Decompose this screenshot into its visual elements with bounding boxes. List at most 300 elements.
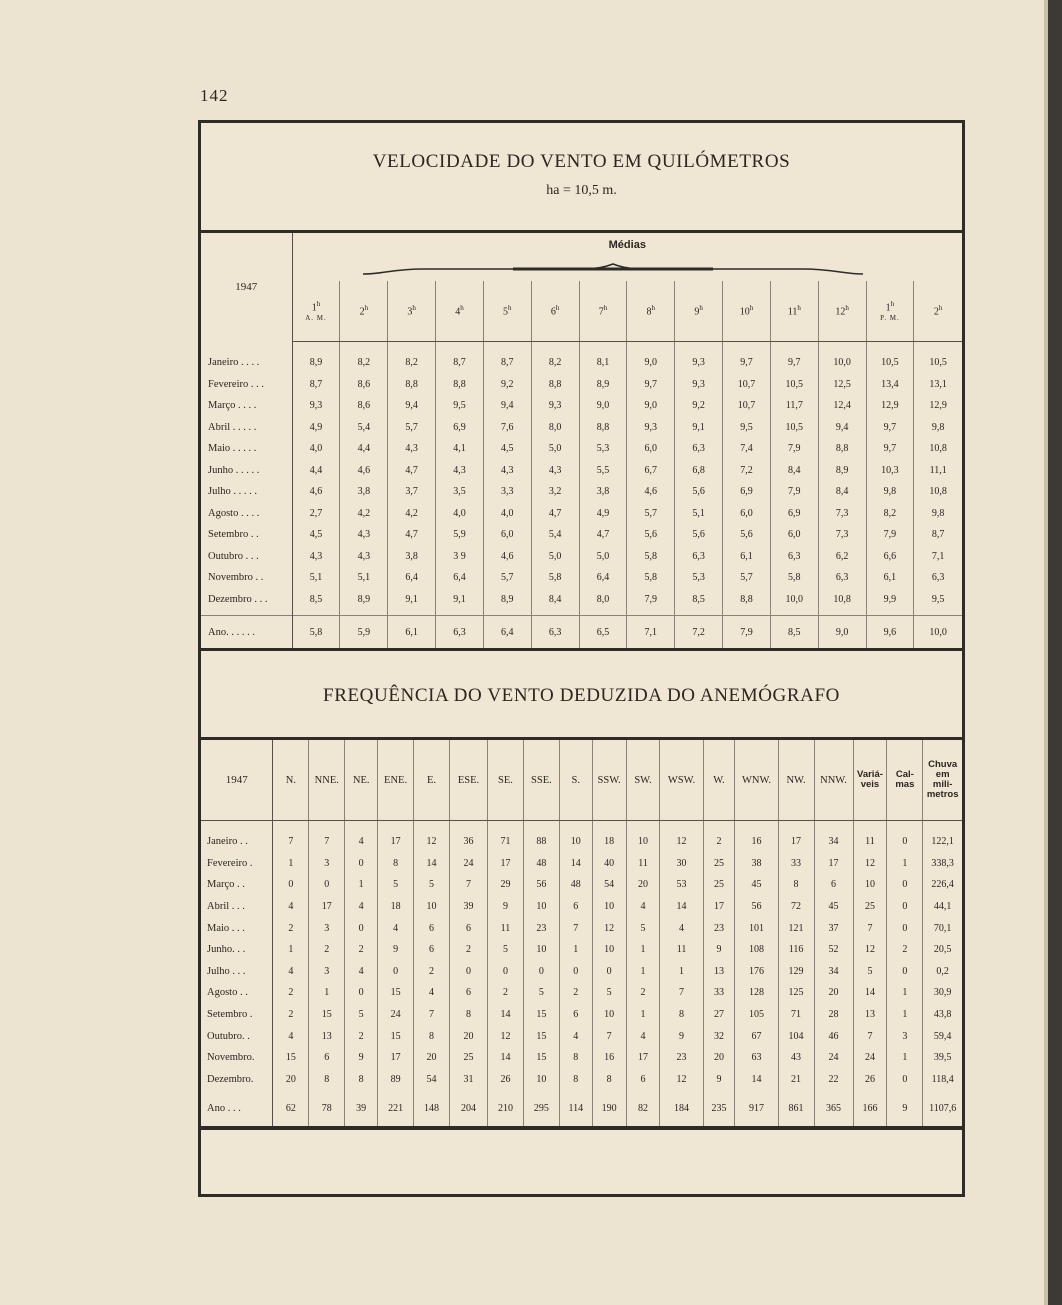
- speed-cell: 3,3: [483, 481, 531, 503]
- frequency-cell: 338,3: [931, 857, 954, 869]
- frequency-cell: 44,1: [933, 901, 952, 913]
- speed-cell: 8,7: [292, 374, 340, 396]
- table-row: [201, 374, 962, 396]
- speed-cell: 8,9: [340, 589, 388, 611]
- frequency-cell: 6: [559, 896, 592, 918]
- frequency-cell: 108: [735, 939, 778, 961]
- speed-cell: 8,4: [770, 460, 818, 482]
- frequency-cell: 15: [378, 1025, 414, 1047]
- table2-title: FREQUÊNCIA DO VENTO DEDUZIDA DO ANEMÓGRAFO: [323, 685, 840, 706]
- frequency-cell: 4: [345, 896, 378, 918]
- frequency-cell: 2: [887, 939, 923, 961]
- speed-cell: 9,7: [866, 417, 914, 439]
- table-row: [201, 481, 962, 503]
- frequency-cell: 0: [345, 917, 378, 939]
- frequency-cell: 226,4: [931, 879, 954, 891]
- speed-cell: 8,8: [388, 374, 436, 396]
- frequency-cell: 7: [309, 821, 345, 853]
- frequency-cell: 4: [273, 896, 309, 918]
- hour-header: [436, 281, 484, 342]
- speed-cell: 13,1: [929, 378, 947, 390]
- frequency-cell: 14: [487, 1047, 523, 1069]
- speed-cell: 6,1: [723, 546, 771, 568]
- speed-cell: 10,3: [866, 460, 914, 482]
- annual-cell: 148: [414, 1090, 450, 1128]
- speed-cell: 8,4: [531, 589, 579, 611]
- frequency-cell: 71: [487, 821, 523, 853]
- annual-cell: 210: [487, 1090, 523, 1128]
- direction-header: SE.: [487, 739, 523, 821]
- speed-cell: 8,7: [931, 529, 945, 541]
- speed-cell: 8,7: [483, 342, 531, 374]
- annual-row: [201, 1090, 962, 1128]
- frequency-cell: 25: [853, 896, 887, 918]
- frequency-cell: 4: [626, 1025, 660, 1047]
- frequency-cell: 0: [378, 961, 414, 983]
- direction-header: [887, 739, 923, 821]
- frequency-cell: 17: [778, 821, 814, 853]
- hour-header: [388, 281, 436, 342]
- frequency-cell: 10: [523, 896, 559, 918]
- speed-cell: 6,4: [436, 567, 484, 589]
- speed-cell: 6,8: [675, 460, 723, 482]
- speed-cell: 8,2: [340, 342, 388, 374]
- annual-cell: 9,0: [818, 616, 866, 650]
- frequency-cell: 7: [853, 917, 887, 939]
- speed-cell: 4,3: [292, 546, 340, 568]
- frequency-cell: 16: [735, 821, 778, 853]
- month-label: Março . . . .: [201, 395, 292, 417]
- frequency-cell: 29: [487, 874, 523, 896]
- speed-cell: 7,2: [723, 460, 771, 482]
- frequency-cell: 3: [309, 917, 345, 939]
- frequency-cell: 20: [814, 982, 853, 1004]
- direction-header: NNW.: [814, 739, 853, 821]
- speed-cell: 5,8: [627, 546, 675, 568]
- annual-cell: 82: [626, 1090, 660, 1128]
- annual-cell: 295: [523, 1090, 559, 1128]
- month-label: Agosto . . . .: [201, 503, 292, 525]
- speed-cell: 6,3: [770, 546, 818, 568]
- month-label: Outubro . . .: [201, 546, 292, 568]
- frequency-cell: 116: [778, 939, 814, 961]
- speed-cell: 6,9: [770, 503, 818, 525]
- direction-header: WNW.: [735, 739, 778, 821]
- frequency-cell: 10: [853, 874, 887, 896]
- speed-cell: 4,4: [340, 438, 388, 460]
- month-label: Setembro . .: [201, 524, 292, 546]
- speed-cell: 10,8: [929, 443, 947, 455]
- hour-superscript: h: [555, 304, 560, 313]
- frequency-cell: 54: [414, 1069, 450, 1091]
- speed-cell: 7,4: [723, 438, 771, 460]
- speed-cell: 5,6: [723, 524, 771, 546]
- table-row: [201, 342, 962, 374]
- direction-header: S.: [559, 739, 592, 821]
- frequency-cell: 20: [273, 1069, 309, 1091]
- speed-cell: 8,6: [340, 395, 388, 417]
- frequency-cell: 118,4: [931, 1073, 954, 1085]
- speed-cell: 4,3: [483, 460, 531, 482]
- speed-cell: 4,3: [340, 524, 388, 546]
- frequency-cell: 10: [626, 821, 660, 853]
- frequency-cell: 31: [449, 1069, 487, 1091]
- frequency-cell: 2: [273, 982, 309, 1004]
- frequency-cell: 43: [778, 1047, 814, 1069]
- frequency-cell: 105: [735, 1004, 778, 1026]
- speed-cell: 5,9: [436, 524, 484, 546]
- header-line: veis: [860, 779, 880, 790]
- hour-number: 12: [835, 306, 846, 318]
- frequency-cell: 23: [523, 917, 559, 939]
- frequency-cell: 2: [626, 982, 660, 1004]
- speed-cell: 5,1: [340, 567, 388, 589]
- speed-cell: 9,7: [723, 342, 771, 374]
- frequency-cell: 2: [487, 982, 523, 1004]
- direction-header: [853, 739, 887, 821]
- book-spine-edge: [1048, 0, 1062, 1305]
- speed-cell: 9,3: [292, 395, 340, 417]
- frequency-cell: 10: [592, 939, 626, 961]
- speed-cell: 6,0: [770, 524, 818, 546]
- annual-cell: 917: [735, 1090, 778, 1128]
- speed-cell: 5,3: [579, 438, 627, 460]
- table-row: [201, 395, 962, 417]
- annual-cell: 8,5: [770, 616, 818, 650]
- frequency-cell: 18: [592, 821, 626, 853]
- month-label: Junho . . . . .: [201, 460, 292, 482]
- speed-cell: 4,2: [340, 503, 388, 525]
- frequency-cell: 13: [309, 1025, 345, 1047]
- annual-cell: 184: [660, 1090, 703, 1128]
- speed-cell: 9,8: [931, 507, 945, 519]
- wind-frequency-table: [201, 737, 962, 1129]
- speed-cell: 9,3: [675, 374, 723, 396]
- speed-cell: 9,1: [388, 589, 436, 611]
- month-label: Janeiro . . . .: [201, 342, 292, 374]
- annual-cell: 6,5: [579, 616, 627, 650]
- speed-cell: 6,3: [818, 567, 866, 589]
- frequency-cell: 12: [487, 1025, 523, 1047]
- frequency-cell: 10: [559, 821, 592, 853]
- frequency-cell: 7: [273, 821, 309, 853]
- hour-number: 10: [739, 306, 750, 318]
- speed-cell: 10,0: [818, 342, 866, 374]
- frequency-cell: 6: [414, 917, 450, 939]
- frequency-cell: 2: [345, 1025, 378, 1047]
- frequency-cell: 3: [309, 961, 345, 983]
- frequency-cell: 14: [414, 853, 450, 875]
- speed-cell: 4,5: [483, 438, 531, 460]
- frequency-cell: 0: [449, 961, 487, 983]
- frequency-cell: 43,8: [933, 1009, 952, 1021]
- frequency-cell: 0: [559, 961, 592, 983]
- frequency-cell: 4: [345, 821, 378, 853]
- frequency-cell: 125: [778, 982, 814, 1004]
- speed-cell: 8,8: [579, 417, 627, 439]
- frequency-cell: 14: [660, 896, 703, 918]
- frequency-cell: 101: [735, 917, 778, 939]
- hour-period: A. M.: [305, 314, 327, 323]
- hour-number: 11: [787, 306, 798, 318]
- header-line: em: [935, 769, 950, 780]
- speed-cell: 8,9: [483, 589, 531, 611]
- month-label: Janeiro . .: [201, 821, 273, 853]
- frequency-cell: 8: [449, 1004, 487, 1026]
- frequency-cell: 12: [660, 821, 703, 853]
- frequency-cell: 0: [887, 1069, 923, 1091]
- hour-header: [340, 281, 388, 342]
- month-label: Fevereiro .: [201, 853, 273, 875]
- frequency-cell: 10: [523, 1069, 559, 1091]
- frequency-cell: 24: [449, 853, 487, 875]
- frequency-cell: 72: [778, 896, 814, 918]
- speed-cell: 10,0: [770, 589, 818, 611]
- frequency-cell: 4: [660, 917, 703, 939]
- direction-header: W.: [703, 739, 735, 821]
- frequency-cell: 4: [273, 1025, 309, 1047]
- frequency-cell: 45: [735, 874, 778, 896]
- speed-cell: 9,5: [723, 417, 771, 439]
- speed-cell: 4,3: [340, 546, 388, 568]
- frequency-cell: 0: [523, 961, 559, 983]
- table-row: [201, 503, 962, 525]
- speed-cell: 8,8: [531, 374, 579, 396]
- hour-superscript: h: [508, 304, 512, 313]
- hour-header: [579, 281, 627, 342]
- direction-header: SSE.: [523, 739, 559, 821]
- frequency-cell: 36: [449, 821, 487, 853]
- speed-cell: 4,6: [292, 481, 340, 503]
- speed-cell: 5,1: [675, 503, 723, 525]
- hour-header: [770, 281, 818, 342]
- frequency-cell: 4: [414, 982, 450, 1004]
- frequency-cell: 8: [559, 1069, 592, 1091]
- speed-cell: 7,9: [627, 589, 675, 611]
- month-label: Setembro .: [201, 1004, 273, 1026]
- frequency-cell: 7: [559, 917, 592, 939]
- speed-cell: 9,7: [627, 374, 675, 396]
- table1-year-header: 1947: [201, 232, 292, 342]
- frequency-cell: 5: [487, 939, 523, 961]
- speed-cell: 3,8: [579, 481, 627, 503]
- frequency-cell: 12: [592, 917, 626, 939]
- speed-cell: 8,0: [579, 589, 627, 611]
- speed-cell: 8,9: [292, 342, 340, 374]
- speed-cell: 10,5: [770, 417, 818, 439]
- hour-superscript: h: [651, 304, 656, 313]
- hour-superscript: h: [797, 304, 801, 313]
- speed-cell: 3,5: [436, 481, 484, 503]
- frequency-cell: 8: [559, 1047, 592, 1069]
- frequency-cell: 59,4: [933, 1030, 952, 1042]
- speed-cell: 8,8: [818, 438, 866, 460]
- frequency-cell: 15: [523, 1047, 559, 1069]
- table-row: [201, 417, 962, 439]
- frequency-cell: 4: [626, 896, 660, 918]
- direction-header: WSW.: [660, 739, 703, 821]
- speed-cell: 4,3: [388, 438, 436, 460]
- speed-cell: 8,2: [866, 503, 914, 525]
- frequency-cell: 6: [449, 982, 487, 1004]
- frequency-cell: 0: [309, 874, 345, 896]
- frequency-cell: 56: [523, 874, 559, 896]
- annual-cell: 78: [309, 1090, 345, 1128]
- speed-cell: 9,5: [436, 395, 484, 417]
- speed-cell: 10,5: [770, 374, 818, 396]
- frequency-cell: 0: [887, 917, 923, 939]
- month-label: Fevereiro . . .: [201, 374, 292, 396]
- frequency-cell: 56: [735, 896, 778, 918]
- hour-header: [292, 281, 340, 342]
- frequency-cell: 21: [778, 1069, 814, 1091]
- speed-cell: 4,2: [388, 503, 436, 525]
- header-line: mili-: [932, 779, 953, 790]
- speed-cell: 5,8: [627, 567, 675, 589]
- frequency-cell: 4: [559, 1025, 592, 1047]
- frequency-cell: 1: [626, 961, 660, 983]
- wind-speed-table: [201, 230, 962, 651]
- speed-cell: 4,0: [483, 503, 531, 525]
- frequency-cell: 1: [273, 939, 309, 961]
- frequency-cell: 89: [378, 1069, 414, 1091]
- frequency-cell: 24: [814, 1047, 853, 1069]
- hour-superscript: h: [699, 304, 703, 313]
- frequency-cell: 14: [559, 853, 592, 875]
- frequency-cell: 9: [345, 1047, 378, 1069]
- frequency-cell: 121: [778, 917, 814, 939]
- annual-cell: 190: [592, 1090, 626, 1128]
- hour-number: 3: [407, 306, 413, 318]
- speed-cell: 8,9: [579, 374, 627, 396]
- frequency-cell: 0: [592, 961, 626, 983]
- speed-cell: 13,4: [866, 374, 914, 396]
- speed-cell: 10,5: [929, 357, 947, 369]
- speed-cell: 8,2: [531, 342, 579, 374]
- table-row: [201, 1004, 962, 1026]
- hour-superscript: h: [749, 304, 754, 313]
- frequency-cell: 11: [853, 821, 887, 853]
- table2-year-header: 1947: [201, 739, 273, 821]
- speed-cell: 4,9: [579, 503, 627, 525]
- speed-cell: 4,0: [436, 503, 484, 525]
- frequency-cell: 1: [660, 961, 703, 983]
- table-row: [201, 939, 962, 961]
- month-label: Março . .: [201, 874, 273, 896]
- speed-cell: 5,5: [579, 460, 627, 482]
- frequency-cell: 25: [703, 853, 735, 875]
- frequency-cell: 18: [378, 896, 414, 918]
- direction-header: NE.: [345, 739, 378, 821]
- speed-cell: 9,8: [866, 481, 914, 503]
- annual-cell: 9,6: [866, 616, 914, 650]
- annual-cell: 7,2: [675, 616, 723, 650]
- hour-header: [627, 281, 675, 342]
- frequency-cell: 13: [703, 961, 735, 983]
- frequency-cell: 15: [273, 1047, 309, 1069]
- month-label: Dezembro . . .: [201, 589, 292, 611]
- speed-cell: 4,7: [579, 524, 627, 546]
- frequency-cell: 5: [345, 1004, 378, 1026]
- frequency-cell: 8: [778, 874, 814, 896]
- hour-superscript: h: [364, 304, 369, 313]
- frequency-cell: 39,5: [933, 1052, 952, 1064]
- speed-cell: 5,7: [483, 567, 531, 589]
- frequency-cell: 6: [559, 1004, 592, 1026]
- annual-label: Ano. . . . . .: [201, 616, 292, 650]
- speed-cell: 3,8: [388, 546, 436, 568]
- speed-cell: 7,6: [483, 417, 531, 439]
- frequency-cell: 2: [273, 917, 309, 939]
- annual-row: [201, 616, 962, 650]
- frequency-cell: 122,1: [931, 836, 954, 848]
- frequency-cell: 22: [814, 1069, 853, 1091]
- speed-cell: 9,5: [931, 593, 945, 605]
- frequency-cell: 0: [887, 961, 923, 983]
- annual-cell: 6,3: [531, 616, 579, 650]
- header-line: Variá-: [857, 769, 883, 780]
- hour-superscript: h: [316, 299, 321, 308]
- speed-cell: 3,7: [388, 481, 436, 503]
- speed-cell: 6,3: [675, 438, 723, 460]
- annual-cell: 6,4: [483, 616, 531, 650]
- annual-cell: 1107,6: [929, 1102, 957, 1114]
- speed-cell: 4,9: [292, 417, 340, 439]
- hour-number: 1: [885, 302, 891, 314]
- annual-cell: 365: [814, 1090, 853, 1128]
- frequency-cell: 20: [449, 1025, 487, 1047]
- speed-cell: 6,0: [627, 438, 675, 460]
- frequency-cell: 33: [778, 853, 814, 875]
- medias-label: Médias: [608, 239, 646, 251]
- speed-cell: 5,0: [531, 438, 579, 460]
- speed-cell: 9,4: [818, 417, 866, 439]
- frequency-cell: 63: [735, 1047, 778, 1069]
- month-label: Agosto . .: [201, 982, 273, 1004]
- frequency-cell: 39: [449, 896, 487, 918]
- speed-cell: 8,2: [388, 342, 436, 374]
- month-label: Junho. . .: [201, 939, 273, 961]
- frequency-cell: 70,1: [933, 922, 952, 934]
- frequency-cell: 33: [703, 982, 735, 1004]
- direction-header: NW.: [778, 739, 814, 821]
- speed-cell: 11,7: [770, 395, 818, 417]
- hour-number: 8: [646, 306, 652, 318]
- table-row: [201, 961, 962, 983]
- speed-cell: 4,6: [627, 481, 675, 503]
- direction-header: N.: [273, 739, 309, 821]
- frequency-cell: 9: [703, 1069, 735, 1091]
- speed-cell: 9,2: [483, 374, 531, 396]
- hour-superscript: h: [890, 299, 895, 308]
- annual-cell: 221: [378, 1090, 414, 1128]
- frequency-cell: 12: [853, 939, 887, 961]
- frequency-cell: 7: [414, 1004, 450, 1026]
- annual-cell: 114: [559, 1090, 592, 1128]
- frequency-cell: 10: [414, 896, 450, 918]
- table-row: [201, 1025, 962, 1047]
- speed-cell: 6,2: [818, 546, 866, 568]
- speed-cell: 4,0: [292, 438, 340, 460]
- speed-cell: 5,0: [531, 546, 579, 568]
- frequency-cell: 2: [414, 961, 450, 983]
- frequency-cell: 27: [703, 1004, 735, 1026]
- speed-cell: 5,8: [770, 567, 818, 589]
- frequency-cell: 0: [887, 896, 923, 918]
- annual-cell: 861: [778, 1090, 814, 1128]
- table-row: [201, 896, 962, 918]
- speed-cell: 4,4: [292, 460, 340, 482]
